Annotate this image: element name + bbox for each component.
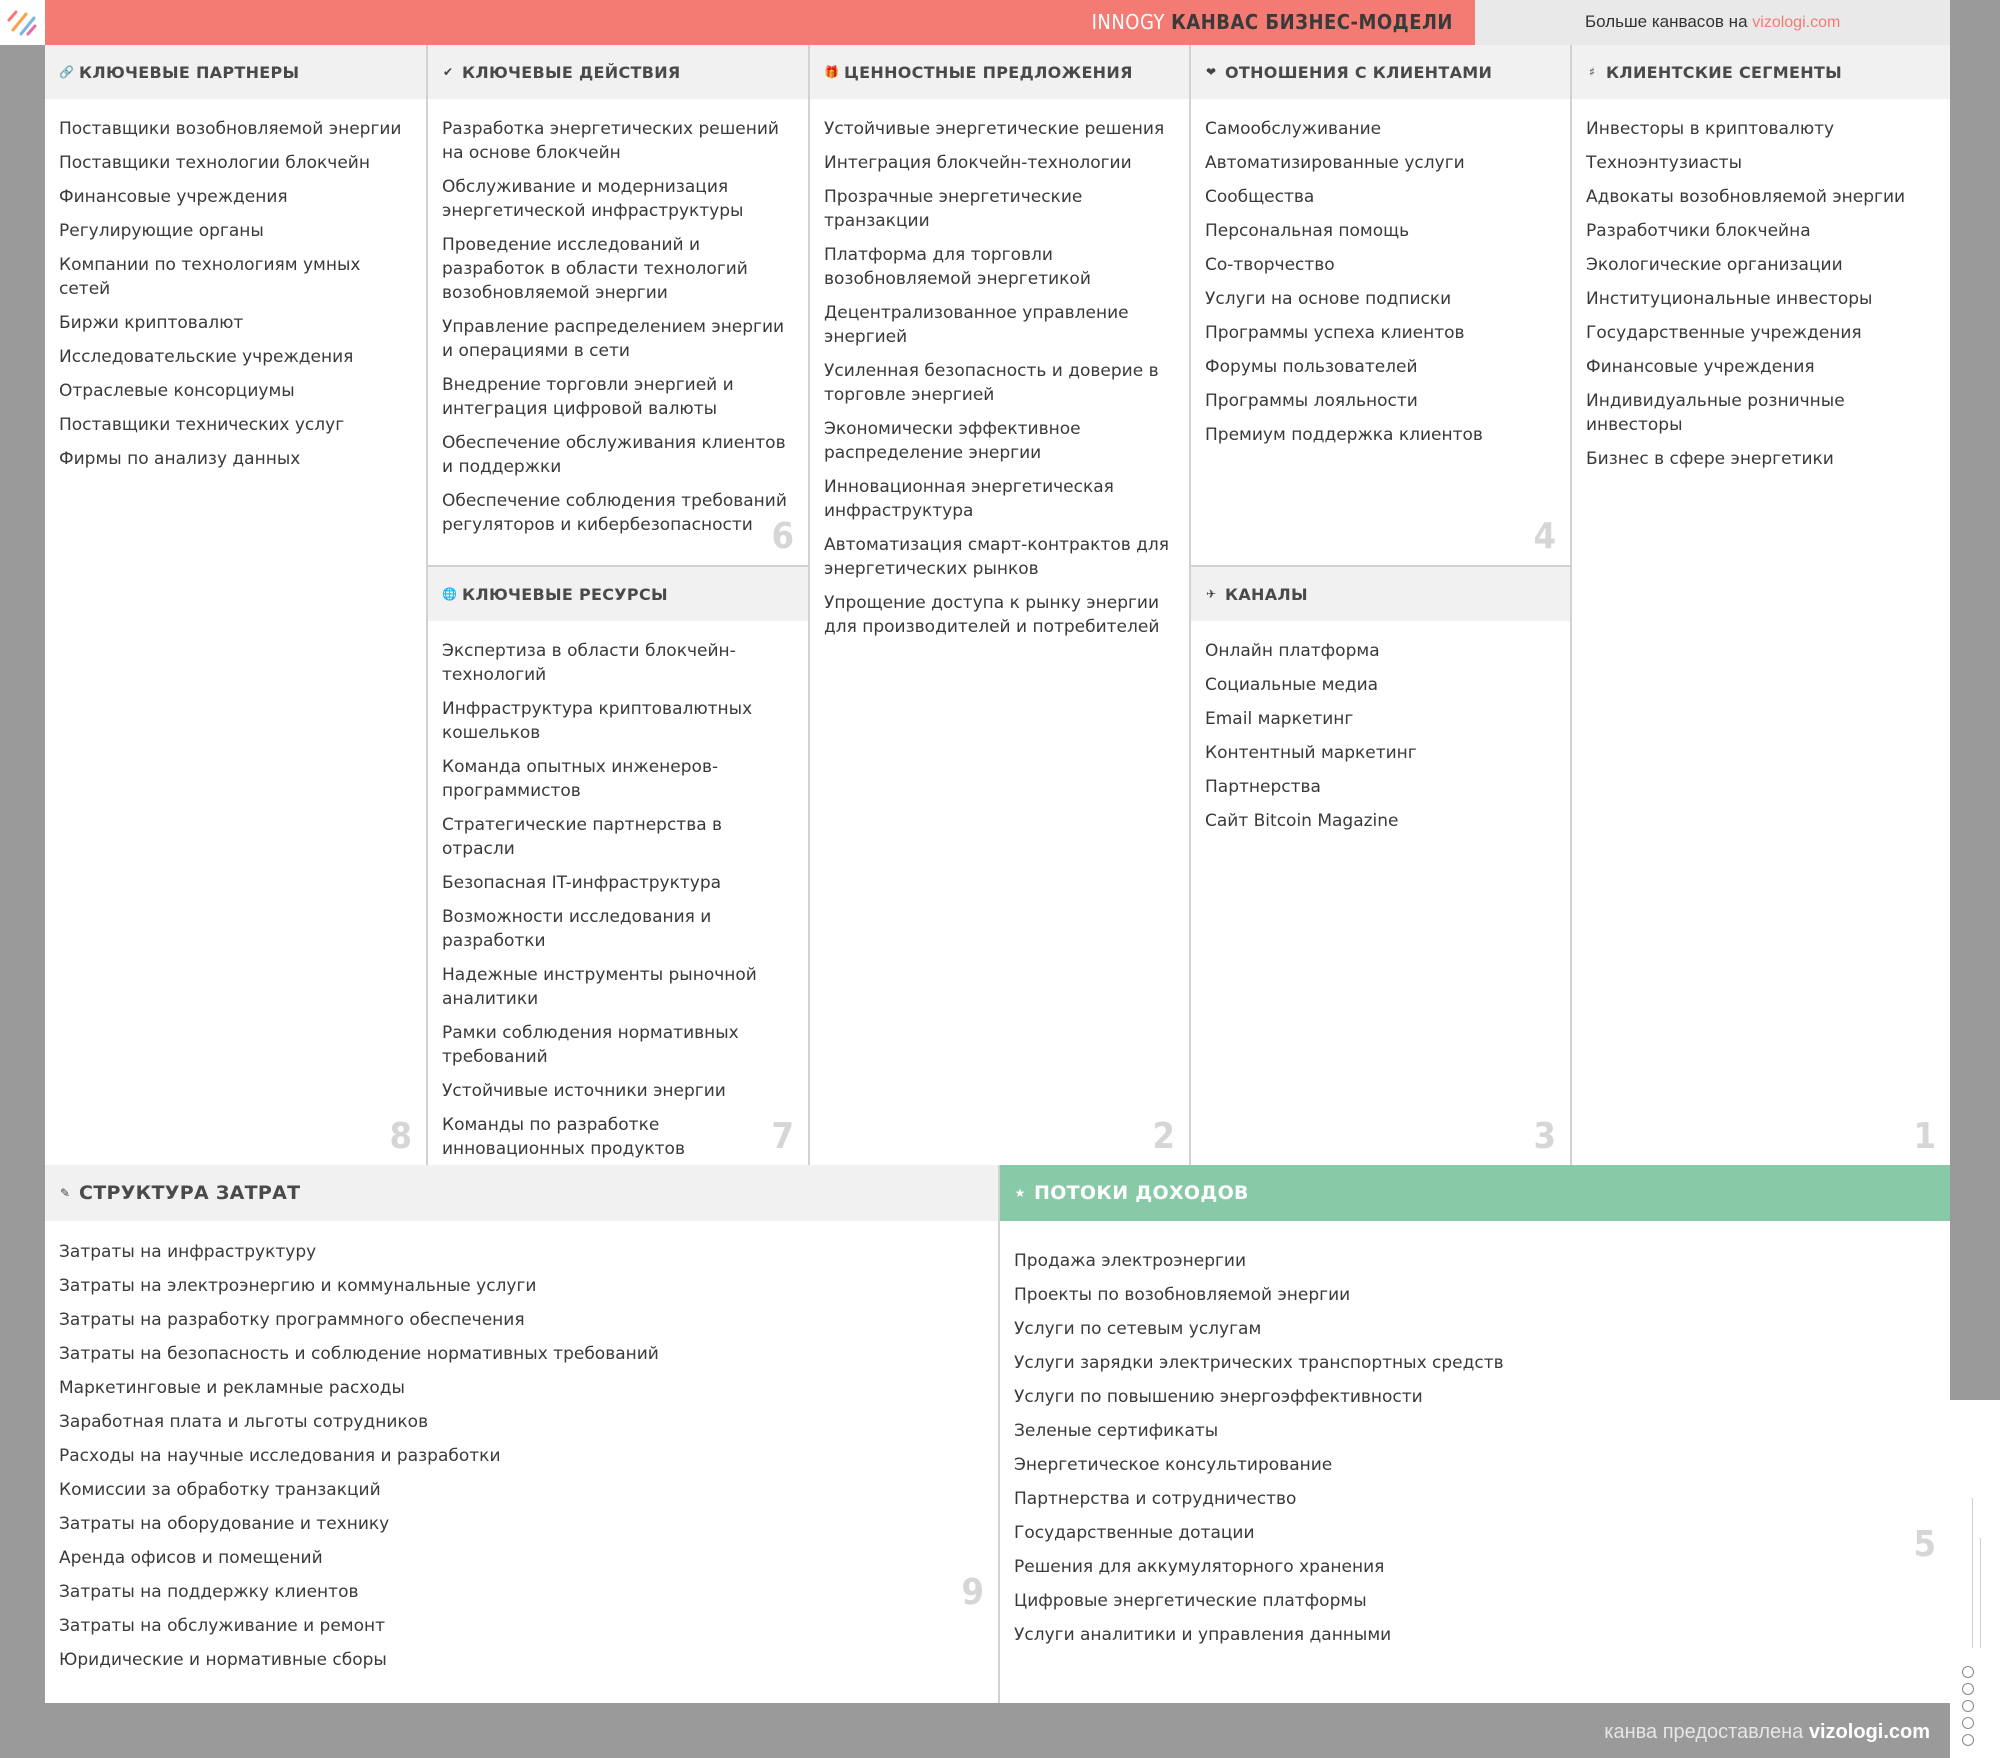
list-item: Команды по разработке инновационных продуктов [442, 1115, 685, 1159]
list-item: Возможности исследования и разработки [442, 907, 712, 951]
list-item: Поставщики возобновляемой энергии [59, 119, 402, 139]
list-item: Адвокаты возобновляемой энергии [1586, 187, 1906, 207]
list-item: Затраты на оборудование и технику [59, 1514, 390, 1534]
block-revenue-streams [998, 1165, 1950, 1703]
list-item: Форумы пользователей [1205, 357, 1418, 377]
list-item: Аренда офисов и помещений [59, 1548, 323, 1568]
list-item: Комиссии за обработку транзакций [59, 1480, 381, 1500]
list-item: Рамки соблюдения нормативных требований [442, 1023, 739, 1067]
list-item: Затраты на поддержку клиентов [59, 1582, 359, 1602]
plane-icon: ✈ [1205, 587, 1217, 601]
list-item: Поставщики технологии блокчейн [59, 153, 370, 173]
list-item: Проекты по возобновляемой энергии [1014, 1285, 1351, 1305]
block-header [1191, 567, 1570, 621]
list-item: Надежные инструменты рыночной аналитики [442, 965, 757, 1009]
page-title [1092, 10, 1453, 34]
list-item: Социальные медиа [1205, 675, 1379, 695]
item-list [442, 639, 796, 1171]
block-channels [1189, 565, 1570, 1165]
list-item: Цифровые энергетические платформы [1014, 1591, 1367, 1611]
block-key-activities [426, 45, 808, 565]
check-icon: ✔ [442, 65, 454, 79]
list-item: Заработная плата и льготы сотрудников [59, 1412, 429, 1432]
block-value-propositions [808, 45, 1189, 1165]
license-icon [1962, 1717, 1974, 1729]
list-item: Поставщики технических услуг [59, 415, 345, 435]
block-key-partners [45, 45, 426, 1165]
block-header [1572, 45, 1950, 99]
item-list [1205, 639, 1558, 843]
list-item: Услуги аналитики и управления данными [1014, 1625, 1392, 1645]
list-item: Отраслевые консорциумы [59, 381, 295, 401]
list-item: Контентный маркетинг [1205, 743, 1417, 763]
list-item: Юридические и нормативные сборы [59, 1650, 387, 1670]
more-canvases-link[interactable]: vizologi.com [1752, 14, 1841, 31]
list-item: Программы лояльности [1205, 391, 1418, 411]
license-icon [1962, 1734, 1974, 1746]
license-icon [1962, 1666, 1974, 1678]
list-item: Упрощение доступа к рынку энергии для производителей и потребителей [824, 593, 1160, 637]
item-list [59, 1240, 986, 1682]
list-item: Разработка энергетических решений на основе блокчейн [442, 119, 779, 163]
list-item: Инвесторы в криптовалюту [1586, 119, 1835, 139]
block-header [1191, 45, 1570, 99]
list-item: Расходы на научные исследования и разработки [59, 1446, 501, 1466]
block-title: ЦЕННОСТНЫЕ ПРЕДЛОЖЕНИЯ [844, 62, 1133, 82]
list-item: Биржи криптовалют [59, 313, 244, 333]
footer-brand-link[interactable]: vizologi.com [1808, 1721, 1930, 1743]
heart-icon: ❤ [1205, 65, 1217, 79]
block-header [45, 1165, 998, 1221]
item-list [1586, 117, 1938, 481]
block-title: КЛИЕНТСКИЕ СЕГМЕНТЫ [1606, 62, 1843, 82]
list-item: Экспертиза в области блокчейн-технологий [442, 641, 736, 685]
list-item: Прозрачные энергетические транзакции [824, 187, 1083, 231]
list-item: Платформа для торговли возобновляемой энергетикой [824, 245, 1091, 289]
list-item: Партнерства и сотрудничество [1014, 1489, 1297, 1509]
more-canvases [1585, 12, 1840, 32]
list-item: Обеспечение соблюдения требований регуляторов и кибербезопасности [442, 491, 787, 535]
title-bar [45, 0, 1475, 45]
list-item: Децентрализованное управление энергией [824, 303, 1129, 347]
list-item: Услуги по повышению энергоэффективности [1014, 1387, 1423, 1407]
block-customer-relationships [1189, 45, 1570, 565]
business-model-canvas [45, 45, 1950, 1703]
list-item: Институциональные инвесторы [1586, 289, 1873, 309]
list-item: Команда опытных инженеров-программистов [442, 757, 719, 801]
list-item: Регулирующие органы [59, 221, 264, 241]
block-header [1000, 1165, 1950, 1221]
credits-divider [1980, 1538, 1981, 1648]
list-item: Финансовые учреждения [1586, 357, 1815, 377]
list-item: Затраты на обслуживание и ремонт [59, 1616, 386, 1636]
list-item: Сайт Bitcoin Magazine [1205, 811, 1399, 831]
list-item: Инновационная энергетическая инфраструктура [824, 477, 1114, 521]
list-item: Программы успеха клиентов [1205, 323, 1465, 343]
block-title: ПОТОКИ ДОХОДОВ [1034, 1182, 1249, 1204]
block-header [428, 567, 808, 621]
block-title: КЛЮЧЕВЫЕ ПАРТНЕРЫ [79, 62, 300, 82]
list-item: Решения для аккумуляторного хранения [1014, 1557, 1385, 1577]
list-item: Исследовательские учреждения [59, 347, 354, 367]
block-number: 7 [771, 1116, 794, 1157]
list-item: Внедрение торговли энергией и интеграция цифровой валюты [442, 375, 734, 419]
list-item: Затраты на безопасность и соблюдение нормативных требований [59, 1344, 659, 1364]
list-item: Премиум поддержка клиентов [1205, 425, 1483, 445]
license-icon [1962, 1700, 1974, 1712]
block-title: СТРУКТУРА ЗАТРАТ [79, 1182, 301, 1204]
list-item: Услуги на основе подписки [1205, 289, 1452, 309]
list-item: Государственные учреждения [1586, 323, 1862, 343]
list-item: Обеспечение обслуживания клиентов и поддержки [442, 433, 786, 477]
block-number: 5 [1913, 1524, 1936, 1565]
more-canvases-label: Больше канвасов на [1585, 12, 1748, 31]
list-item: Индивидуальные розничные инвесторы [1586, 391, 1845, 435]
block-number: 4 [1533, 516, 1556, 557]
list-item: Устойчивые энергетические решения [824, 119, 1165, 139]
list-item: Экономически эффективное распределение энергии [824, 419, 1081, 463]
footer-credit [1604, 1721, 1930, 1744]
list-item: Техноэнтузиасты [1586, 153, 1743, 173]
list-item: Онлайн платформа [1205, 641, 1380, 661]
list-item: Услуги зарядки электрических транспортных средств [1014, 1353, 1504, 1373]
item-list [1014, 1249, 1938, 1657]
globe-icon: 🌐 [442, 587, 457, 601]
block-title: ОТНОШЕНИЯ С КЛИЕНТАМИ [1225, 62, 1493, 82]
app-logo[interactable] [0, 0, 45, 45]
list-item: Государственные дотации [1014, 1523, 1255, 1543]
more-canvases-bar [1475, 0, 1950, 45]
footer-label: канва предоставлена [1604, 1721, 1804, 1743]
list-item: Сообщества [1205, 187, 1315, 207]
list-item: Зеленые сертификаты [1014, 1421, 1219, 1441]
list-item: Автоматизация смарт-контрактов для энергетических рынков [824, 535, 1170, 579]
list-item: Обслуживание и модернизация энергетической инфраструктуры [442, 177, 744, 221]
item-list [824, 117, 1177, 649]
item-list [442, 117, 796, 547]
list-item: Затраты на электроэнергию и коммунальные услуги [59, 1276, 537, 1296]
list-item: Компании по технологиям умных сетей [59, 255, 361, 299]
block-number: 2 [1152, 1116, 1175, 1157]
list-item: Партнерства [1205, 777, 1321, 797]
list-item: Затраты на разработку программного обеспечения [59, 1310, 525, 1330]
credits-strip [1950, 1400, 2000, 1758]
list-item: Email маркетинг [1205, 709, 1354, 729]
list-item: Управление распределением энергии и операциями в сети [442, 317, 785, 361]
block-title: КЛЮЧЕВЫЕ ДЕЙСТВИЯ [462, 62, 681, 82]
list-item: Энергетическое консультирование [1014, 1455, 1333, 1475]
block-number: 6 [771, 516, 794, 557]
block-number: 9 [961, 1572, 984, 1613]
credits-divider [1972, 1498, 1973, 1648]
link-icon: 🔗 [59, 65, 74, 79]
list-item: Самообслуживание [1205, 119, 1382, 139]
list-item: Со-творчество [1205, 255, 1335, 275]
list-item: Фирмы по анализу данных [59, 449, 301, 469]
company-name: INNOGY [1091, 10, 1165, 34]
canvas-name: КАНВАС БИЗНЕС-МОДЕЛИ [1171, 10, 1453, 34]
list-item: Безопасная IT-инфраструктура [442, 873, 722, 893]
list-item: Бизнес в сфере энергетики [1586, 449, 1834, 469]
gift-icon: 🎁 [824, 65, 839, 79]
block-number: 1 [1913, 1116, 1936, 1157]
tag-icon: ✎ [59, 1186, 71, 1200]
list-item: Услуги по сетевым услугам [1014, 1319, 1262, 1339]
list-item: Экологические организации [1586, 255, 1843, 275]
star-icon: ★ [1014, 1186, 1026, 1200]
block-cost-structure [45, 1165, 998, 1703]
item-list [1205, 117, 1558, 457]
list-item: Маркетинговые и рекламные расходы [59, 1378, 405, 1398]
block-customer-segments [1570, 45, 1950, 1165]
list-item: Усиленная безопасность и доверие в торговле энергией [824, 361, 1159, 405]
people-icon: ♯ [1589, 65, 1595, 79]
list-item: Устойчивые источники энергии [442, 1081, 726, 1101]
block-title: КАНАЛЫ [1225, 584, 1308, 604]
block-key-resources [426, 565, 808, 1165]
block-number: 3 [1533, 1116, 1556, 1157]
list-item: Стратегические партнерства в отрасли [442, 815, 723, 859]
vizologi-logo-icon [6, 6, 38, 38]
block-header [810, 45, 1189, 99]
list-item: Разработчики блокчейна [1586, 221, 1811, 241]
list-item: Затраты на инфраструктуру [59, 1242, 317, 1262]
list-item: Продажа электроэнергии [1014, 1251, 1247, 1271]
block-title: КЛЮЧЕВЫЕ РЕСУРСЫ [462, 584, 668, 604]
list-item: Интеграция блокчейн-технологии [824, 153, 1132, 173]
list-item: Финансовые учреждения [59, 187, 288, 207]
list-item: Персональная помощь [1205, 221, 1410, 241]
list-item: Проведение исследований и разработок в области технологий возобновляемой энергии [442, 235, 748, 303]
block-header [428, 45, 808, 99]
block-header [45, 45, 426, 99]
item-list [59, 117, 414, 481]
list-item: Инфраструктура криптовалютных кошельков [442, 699, 753, 743]
block-number: 8 [389, 1116, 412, 1157]
license-icon [1962, 1683, 1974, 1695]
list-item: Автоматизированные услуги [1205, 153, 1465, 173]
